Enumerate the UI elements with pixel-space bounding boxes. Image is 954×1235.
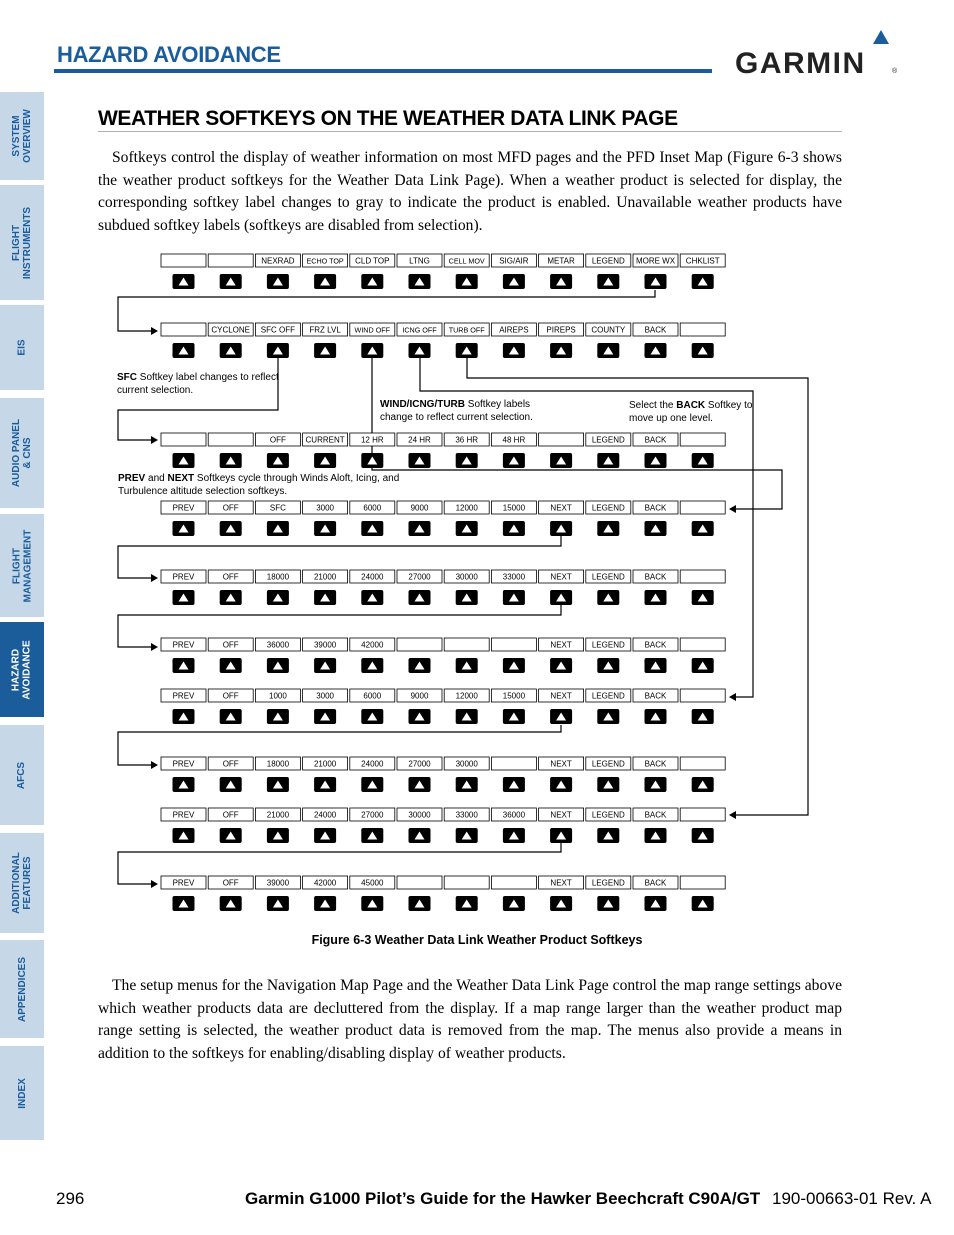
softkey-label: 33000 bbox=[502, 572, 526, 582]
softkey-row bbox=[161, 323, 725, 358]
softkey-label: 36000 bbox=[502, 810, 526, 820]
softkey-label: 36 HR bbox=[455, 435, 479, 445]
softkey-label: 12000 bbox=[455, 503, 478, 513]
softkey-rows bbox=[161, 254, 725, 911]
tab-index[interactable]: INDEX bbox=[0, 1046, 44, 1140]
note-prev-next: PREV and NEXT Softkeys cycle through Winds Aloft, Icing, and Turbulence altitude selection softkeys. bbox=[118, 473, 400, 497]
softkey-label-box bbox=[444, 876, 489, 889]
softkey-label: 1000 bbox=[269, 691, 287, 701]
softkey-label: PREV bbox=[172, 878, 195, 888]
softkey-label-box bbox=[161, 323, 206, 336]
svg-text:®: ® bbox=[892, 68, 898, 75]
softkey-label: 27000 bbox=[408, 759, 431, 769]
softkey-label: 9000 bbox=[410, 503, 429, 513]
softkey-row bbox=[161, 757, 725, 792]
softkey-row bbox=[161, 808, 725, 843]
arrowhead-icon bbox=[151, 327, 158, 335]
softkey-label-box bbox=[444, 638, 489, 651]
section-title: HAZARD AVOIDANCE bbox=[57, 42, 281, 67]
softkey-label: OFF bbox=[222, 691, 239, 701]
softkey-label: 24000 bbox=[361, 572, 384, 582]
arrowhead-icon bbox=[151, 761, 158, 769]
softkey-row bbox=[161, 254, 725, 289]
softkey-label: METAR bbox=[547, 256, 575, 266]
arrowhead-icon bbox=[729, 505, 736, 513]
softkey-label: LEGEND bbox=[591, 435, 625, 445]
softkey-label: ECHO TOP bbox=[306, 256, 344, 266]
softkey-label: 24 HR bbox=[408, 435, 431, 445]
softkey-label-box bbox=[161, 254, 206, 267]
arrowhead-icon bbox=[151, 436, 158, 444]
softkey-label: ICNG OFF bbox=[402, 325, 437, 335]
arrowhead-icon bbox=[151, 574, 158, 582]
softkey-label: 30000 bbox=[408, 810, 431, 820]
tab-additional-features[interactable]: ADDITIONAL FEATURES bbox=[0, 833, 44, 933]
softkey-label: LEGEND bbox=[591, 503, 625, 513]
softkey-row bbox=[161, 501, 725, 536]
softkey-label: 24000 bbox=[313, 810, 337, 820]
connector-turb bbox=[467, 358, 808, 815]
softkey-label: 27000 bbox=[408, 572, 431, 582]
softkey-label: PREV bbox=[172, 810, 195, 820]
page-number: 296 bbox=[56, 1189, 85, 1208]
softkey-label: NEXT bbox=[550, 810, 572, 820]
softkey-label: 36000 bbox=[266, 640, 290, 650]
softkey-label: NEXRAD bbox=[261, 256, 295, 266]
softkey-row bbox=[161, 570, 725, 605]
softkey-label: CURRENT bbox=[305, 435, 345, 445]
softkey-label: 42000 bbox=[361, 640, 384, 650]
softkey-label-box bbox=[680, 433, 725, 446]
softkey-row bbox=[161, 433, 725, 468]
softkey-label: 21000 bbox=[313, 759, 337, 769]
setup-paragraph: The setup menus for the Navigation Map Page and the Weather Data Link Page control the map range settings above which weather products data are decluttered from the display. If a map range larger than the weather product map range setting is selected, the weather product data is removed from the map. The menus also provide a means in addition to the softkeys for enabling/disabling display of weather products. bbox=[98, 977, 842, 1062]
softkey-label: CELL MOV bbox=[448, 256, 485, 266]
softkey-label: TURB OFF bbox=[448, 325, 485, 335]
softkey-label: CYCLONE bbox=[211, 325, 251, 335]
tab-eis[interactable]: EIS bbox=[0, 305, 44, 390]
softkey-label: 21000 bbox=[313, 572, 337, 582]
softkey-label-box bbox=[680, 638, 725, 651]
softkey-label: BACK bbox=[644, 503, 667, 513]
softkey-label: 18000 bbox=[266, 572, 290, 582]
softkey-label: LEGEND bbox=[591, 810, 625, 820]
softkey-label: 3000 bbox=[316, 503, 334, 513]
footer-title: Garmin G1000 Pilot’s Guide for the Hawker Beechcraft C90A/GT bbox=[245, 1189, 761, 1208]
softkey-label: BACK bbox=[644, 691, 667, 701]
softkey-row bbox=[161, 638, 725, 673]
softkey-label: BACK bbox=[644, 325, 667, 335]
softkey-label: BACK bbox=[644, 640, 667, 650]
softkey-label: 45000 bbox=[361, 878, 384, 888]
softkey-label: LEGEND bbox=[591, 256, 625, 266]
softkey-label: OFF bbox=[222, 810, 239, 820]
softkey-label-box bbox=[680, 323, 725, 336]
arrowhead-icon bbox=[729, 811, 736, 819]
softkey-label: FRZ LVL bbox=[309, 325, 341, 335]
softkey-label: 6000 bbox=[363, 691, 382, 701]
softkey-label: 18000 bbox=[266, 759, 290, 769]
softkey-label: SFC OFF bbox=[260, 325, 296, 335]
softkey-label-box bbox=[680, 808, 725, 821]
note-back: Select the BACK Softkey to move up one level. bbox=[629, 400, 753, 424]
softkey-label: PREV bbox=[172, 640, 195, 650]
note-sfc: SFC Softkey label changes to reflect current selection. bbox=[117, 372, 279, 396]
softkey-label-box bbox=[208, 254, 253, 267]
softkey-label: OFF bbox=[269, 435, 286, 445]
softkey-label-box bbox=[491, 876, 536, 889]
softkey-label: WIND OFF bbox=[354, 325, 391, 335]
tab-flight-instruments[interactable]: FLIGHT INSTRUMENTS bbox=[0, 185, 44, 300]
softkey-label: 12 HR bbox=[360, 435, 384, 445]
softkey-label: PIREPS bbox=[546, 325, 576, 335]
softkey-label: AIREPS bbox=[499, 325, 529, 335]
tab-system-overview[interactable]: SYSTEM OVERVIEW bbox=[0, 92, 44, 180]
softkey-label: 24000 bbox=[361, 759, 384, 769]
softkey-label: MORE WX bbox=[635, 256, 676, 266]
softkey-label-box bbox=[680, 876, 725, 889]
softkey-label: LEGEND bbox=[591, 572, 625, 582]
softkey-label: 3000 bbox=[316, 691, 334, 701]
softkey-label: 15000 bbox=[502, 503, 526, 513]
softkey-label: LTNG bbox=[409, 256, 430, 266]
note-wind-icng-turb: WIND/ICNG/TURB Softkey labels change to reflect current selection. bbox=[380, 399, 533, 423]
arrowhead-icon bbox=[729, 693, 736, 701]
softkey-label-box bbox=[680, 689, 725, 702]
softkey-label: LEGEND bbox=[591, 878, 625, 888]
arrowhead-icon bbox=[151, 880, 158, 888]
softkey-row bbox=[161, 876, 725, 911]
softkey-label: PREV bbox=[172, 759, 195, 769]
softkey-label: NEXT bbox=[550, 572, 572, 582]
softkey-label: PREV bbox=[172, 691, 195, 701]
softkey-label: NEXT bbox=[550, 691, 572, 701]
softkey-label: BACK bbox=[644, 572, 667, 582]
softkey-label: SIG/AIR bbox=[499, 256, 529, 266]
softkey-label: CLD TOP bbox=[355, 256, 390, 266]
softkey-label: 21000 bbox=[266, 810, 290, 820]
softkey-label: NEXT bbox=[550, 759, 572, 769]
softkey-label: NEXT bbox=[550, 503, 572, 513]
tab-appendices[interactable]: APPENDICES bbox=[0, 940, 44, 1038]
softkey-label-box bbox=[680, 757, 725, 770]
tab-hazard-avoidance[interactable]: HAZARD AVOIDANCE bbox=[0, 622, 44, 717]
softkey-label-box bbox=[680, 501, 725, 514]
softkey-label: LEGEND bbox=[591, 640, 625, 650]
softkey-row bbox=[161, 689, 725, 724]
softkey-label: OFF bbox=[222, 878, 239, 888]
softkey-label: CHKLIST bbox=[685, 256, 720, 266]
softkey-label: BACK bbox=[644, 435, 667, 445]
softkey-label: 30000 bbox=[455, 572, 478, 582]
softkey-label-box bbox=[161, 433, 206, 446]
softkey-label: LEGEND bbox=[591, 691, 625, 701]
tab-afcs[interactable]: AFCS bbox=[0, 725, 44, 825]
softkey-label-box bbox=[397, 638, 442, 651]
softkey-label: COUNTY bbox=[591, 325, 626, 335]
softkey-label: OFF bbox=[222, 572, 239, 582]
softkey-label-box bbox=[680, 570, 725, 583]
softkey-label: PREV bbox=[172, 503, 195, 513]
tab-audio-panel[interactable]: AUDIO PANEL & CNS bbox=[0, 398, 44, 508]
softkey-label: BACK bbox=[644, 759, 667, 769]
softkey-label: 39000 bbox=[313, 640, 337, 650]
softkey-label: 9000 bbox=[410, 691, 429, 701]
logo-wordmark: GARMIN bbox=[735, 47, 866, 76]
figure-caption: Figure 6-3 Weather Data Link Weather Product Softkeys bbox=[311, 933, 643, 947]
softkey-label: 27000 bbox=[361, 810, 384, 820]
softkey-label: 12000 bbox=[455, 691, 478, 701]
softkey-label: BACK bbox=[644, 878, 667, 888]
intro-paragraph: Softkeys control the display of weather information on most MFD pages and the PFD Inset Map (Figure 6-3 shows the weather product softkeys for the Weather Data Link Page). When a weather product is selected for display, the corresponding softkey label changes to gray to indicate the product is enabled. Unavailable weather products have subdued softkey labels (softkeys are disabled from selection). bbox=[98, 149, 842, 234]
softkey-label: PREV bbox=[172, 572, 195, 582]
softkey-label-box bbox=[397, 876, 442, 889]
page-title: WEATHER SOFTKEYS ON THE WEATHER DATA LINK PAGE bbox=[98, 107, 678, 130]
softkey-label: OFF bbox=[222, 503, 239, 513]
softkey-label: SFC bbox=[269, 503, 286, 513]
tab-flight-management[interactable]: FLIGHT MANAGEMENT bbox=[0, 514, 44, 617]
softkey-label-box bbox=[491, 757, 536, 770]
arrowhead-icon bbox=[151, 643, 158, 651]
softkey-label: OFF bbox=[222, 759, 239, 769]
softkey-label: 6000 bbox=[363, 503, 382, 513]
softkey-label: 42000 bbox=[313, 878, 337, 888]
document-number: 190-00663-01 Rev. A bbox=[772, 1189, 932, 1208]
softkey-label: 30000 bbox=[455, 759, 478, 769]
softkey-label: 33000 bbox=[455, 810, 478, 820]
softkey-label: 39000 bbox=[266, 878, 290, 888]
softkey-label: NEXT bbox=[550, 640, 572, 650]
softkey-label: OFF bbox=[222, 640, 239, 650]
softkey-label-box bbox=[539, 433, 584, 446]
softkey-label: LEGEND bbox=[591, 759, 625, 769]
softkey-label: 15000 bbox=[502, 691, 526, 701]
softkey-label: 48 HR bbox=[502, 435, 526, 445]
softkey-label-box bbox=[491, 638, 536, 651]
softkey-label: NEXT bbox=[550, 878, 572, 888]
softkey-label-box bbox=[208, 433, 253, 446]
softkey-label: BACK bbox=[644, 810, 667, 820]
